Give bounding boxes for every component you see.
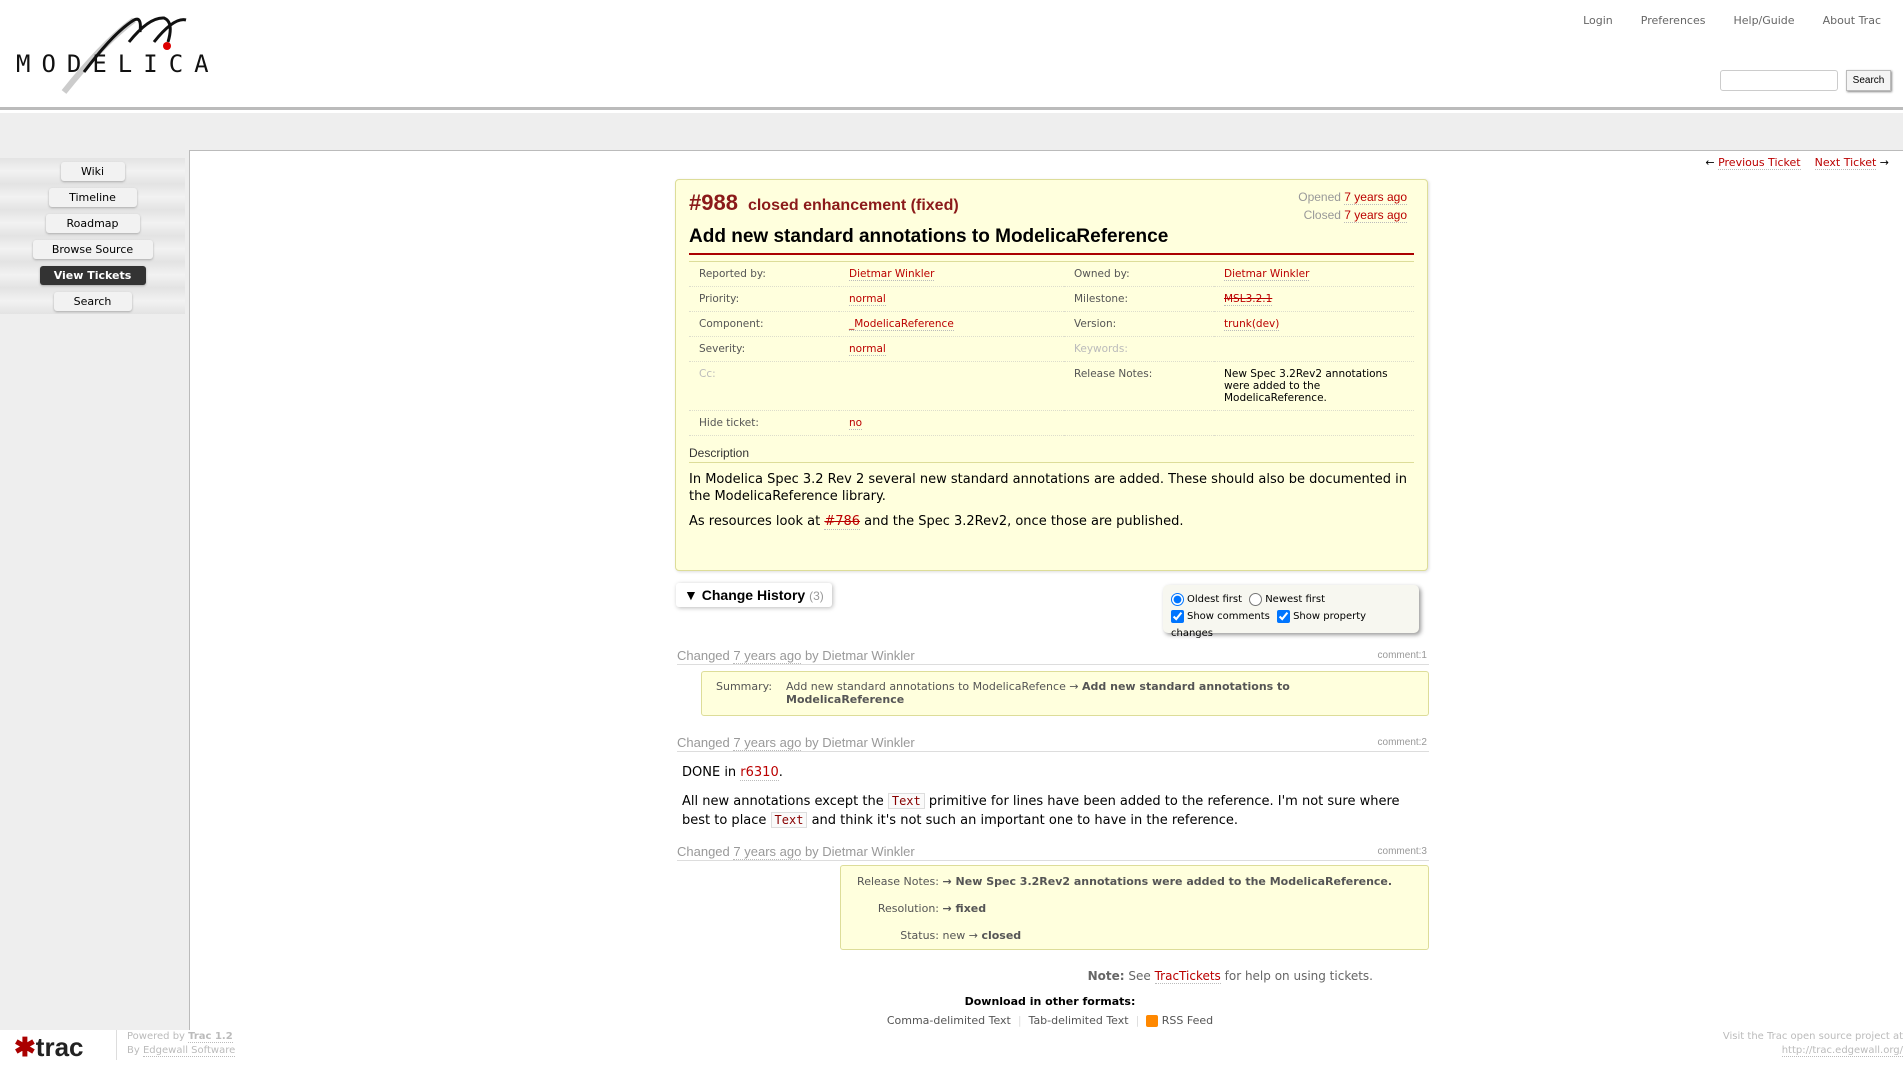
change-header: Changed 7 years ago by Dietmar Winkler comment:2 (677, 735, 1427, 750)
severity-link[interactable]: normal (849, 343, 886, 355)
ticket-status: closed enhancement (fixed) (747, 197, 959, 214)
next-ticket-link[interactable]: Next Ticket (1814, 156, 1877, 169)
header (0, 0, 1903, 110)
rss-feed-link[interactable]: RSS Feed (1161, 1014, 1214, 1027)
tab-link[interactable]: Tab-delimited Text (1028, 1014, 1129, 1027)
show-property-changes-checkbox[interactable] (1277, 610, 1290, 623)
hide-ticket-link[interactable]: no (849, 417, 863, 429)
change-3-box: Release Notes: → New Spec 3.2Rev2 annotations were added to the ModelicaReference. Resolution: → fixed Status: new → closed (840, 865, 1429, 950)
revision-link[interactable]: r6310 (740, 765, 779, 780)
ticket-786-link[interactable]: #786 (824, 514, 861, 529)
change-time-link[interactable]: 7 years ago (733, 735, 802, 750)
owner-link[interactable]: Dietmar Winkler (1224, 268, 1310, 280)
search-input[interactable] (1720, 70, 1838, 91)
main-content (189, 150, 1903, 1030)
oldest-first-radio[interactable] (1171, 593, 1184, 606)
trac-logo[interactable]: ✱trac (14, 1032, 84, 1062)
about-trac-link[interactable]: About Trac (1822, 14, 1881, 27)
edgewall-link[interactable]: Edgewall Software (142, 1045, 236, 1056)
comment-link[interactable]: comment:1 (1377, 650, 1427, 661)
trac-tickets-link[interactable]: TracTickets (1154, 969, 1221, 983)
ticket-summary: Add new standard annotations to ModelicaReference (689, 226, 1414, 255)
meta-nav (1583, 14, 1881, 27)
comment-2: DONE in r6310. All new annotations except the Text primitive for lines have been added to the reference. I'm not sure where best to place Text and think it's not such an important one to have in the reference. (682, 765, 1400, 828)
closed-link[interactable]: 7 years ago (1344, 208, 1407, 222)
opened-link[interactable]: 7 years ago (1344, 190, 1407, 204)
powered-by: Powered by Trac 1.2 By Edgewall Software (116, 1030, 235, 1060)
modelica-logo[interactable] (14, 12, 224, 97)
milestone-link[interactable]: MSL3.2.1 (1224, 293, 1273, 305)
nav-roadmap[interactable]: Roadmap (46, 214, 140, 233)
download-formats: Download in other formats: Comma-delimited Text | Tab-delimited Text | RSS Feed (886, 995, 1214, 1027)
change-header: Changed 7 years ago by Dietmar Winkler comment:3 (677, 844, 1427, 859)
footer (0, 1030, 1903, 1066)
change-time-link[interactable]: 7 years ago (733, 844, 802, 859)
release-notes-value: New Spec 3.2Rev2 annotations were added to the ModelicaReference. (1214, 362, 1414, 411)
change-time-link[interactable]: 7 years ago (733, 648, 802, 663)
previous-ticket-link[interactable]: Previous Ticket (1718, 156, 1801, 169)
nav-search[interactable]: Search (54, 292, 132, 311)
comment-link[interactable]: comment:2 (1377, 737, 1427, 748)
trac-url-link[interactable]: http://trac.edgewall.org/ (1781, 1045, 1903, 1056)
ticket-box (675, 179, 1428, 571)
svg-text:MODELICA: MODELICA (16, 50, 220, 78)
priority-link[interactable]: normal (849, 293, 886, 305)
newest-first-radio[interactable] (1249, 593, 1262, 606)
version-link[interactable]: trunk(dev) (1224, 318, 1280, 330)
search-button[interactable]: Search (1846, 70, 1891, 91)
ticket-dates: Opened 7 years ago Closed 7 years ago (1298, 190, 1407, 222)
nav-wiki[interactable]: Wiki (61, 162, 125, 181)
change-header: Changed 7 years ago by Dietmar Winkler comment:1 (677, 648, 1427, 663)
ticket-nav (1705, 156, 1889, 169)
comment-link[interactable]: comment:3 (1377, 846, 1427, 857)
help-note: Note: See TracTickets for help on using tickets. (1087, 969, 1373, 983)
nav-view-tickets[interactable]: View Tickets (40, 266, 146, 285)
preferences-link[interactable]: Preferences (1640, 14, 1706, 27)
main-nav (0, 158, 185, 314)
nav-browse-source[interactable]: Browse Source (33, 240, 153, 259)
left-arrow-icon: ← (1705, 156, 1715, 169)
history-options: Oldest first Newest first Show comments Show property changes (1163, 585, 1419, 633)
change-history-toggle[interactable]: ▼ Change History (3) (676, 583, 832, 607)
ticket-properties: Reported by: Dietmar Winkler Owned by: Dietmar Winkler Priority: normal Milestone: MSL3.2.1 Component: _ModelicaReference Version: trunk(dev) Severity: normal Keywords: Cc: Release Notes: New Spec 3.2Rev2 annotations were added to the ModelicaReference. Hide ticket: no (689, 261, 1414, 436)
description-heading: Description (689, 446, 1414, 463)
description: In Modelica Spec 3.2 Rev 2 several new standard annotations are added. These should also be documented in the ModelicaReference library. As resources look at #786 and the Spec 3.2Rev2, once those are published. (689, 472, 1408, 529)
component-link[interactable]: _ModelicaReference (849, 318, 954, 330)
reporter-link[interactable]: Dietmar Winkler (849, 268, 935, 280)
right-arrow-icon: → (1879, 156, 1889, 169)
csv-link[interactable]: Comma-delimited Text (886, 1014, 1011, 1027)
trac-version-link[interactable]: Trac 1.2 (188, 1031, 233, 1042)
ticket-id[interactable]: #988 (689, 190, 738, 215)
help-guide-link[interactable]: Help/Guide (1733, 14, 1795, 27)
nav-timeline[interactable]: Timeline (49, 188, 137, 207)
rss-icon (1146, 1015, 1158, 1027)
login-link[interactable]: Login (1583, 14, 1613, 27)
change-1-box: Summary: Add new standard annotations to ModelicaRefence → Add new standard annotations to ModelicaReference (701, 671, 1429, 716)
show-comments-checkbox[interactable] (1171, 610, 1184, 623)
visit-trac: Visit the Trac open source project at http://trac.edgewall.org/ (1722, 1031, 1903, 1056)
